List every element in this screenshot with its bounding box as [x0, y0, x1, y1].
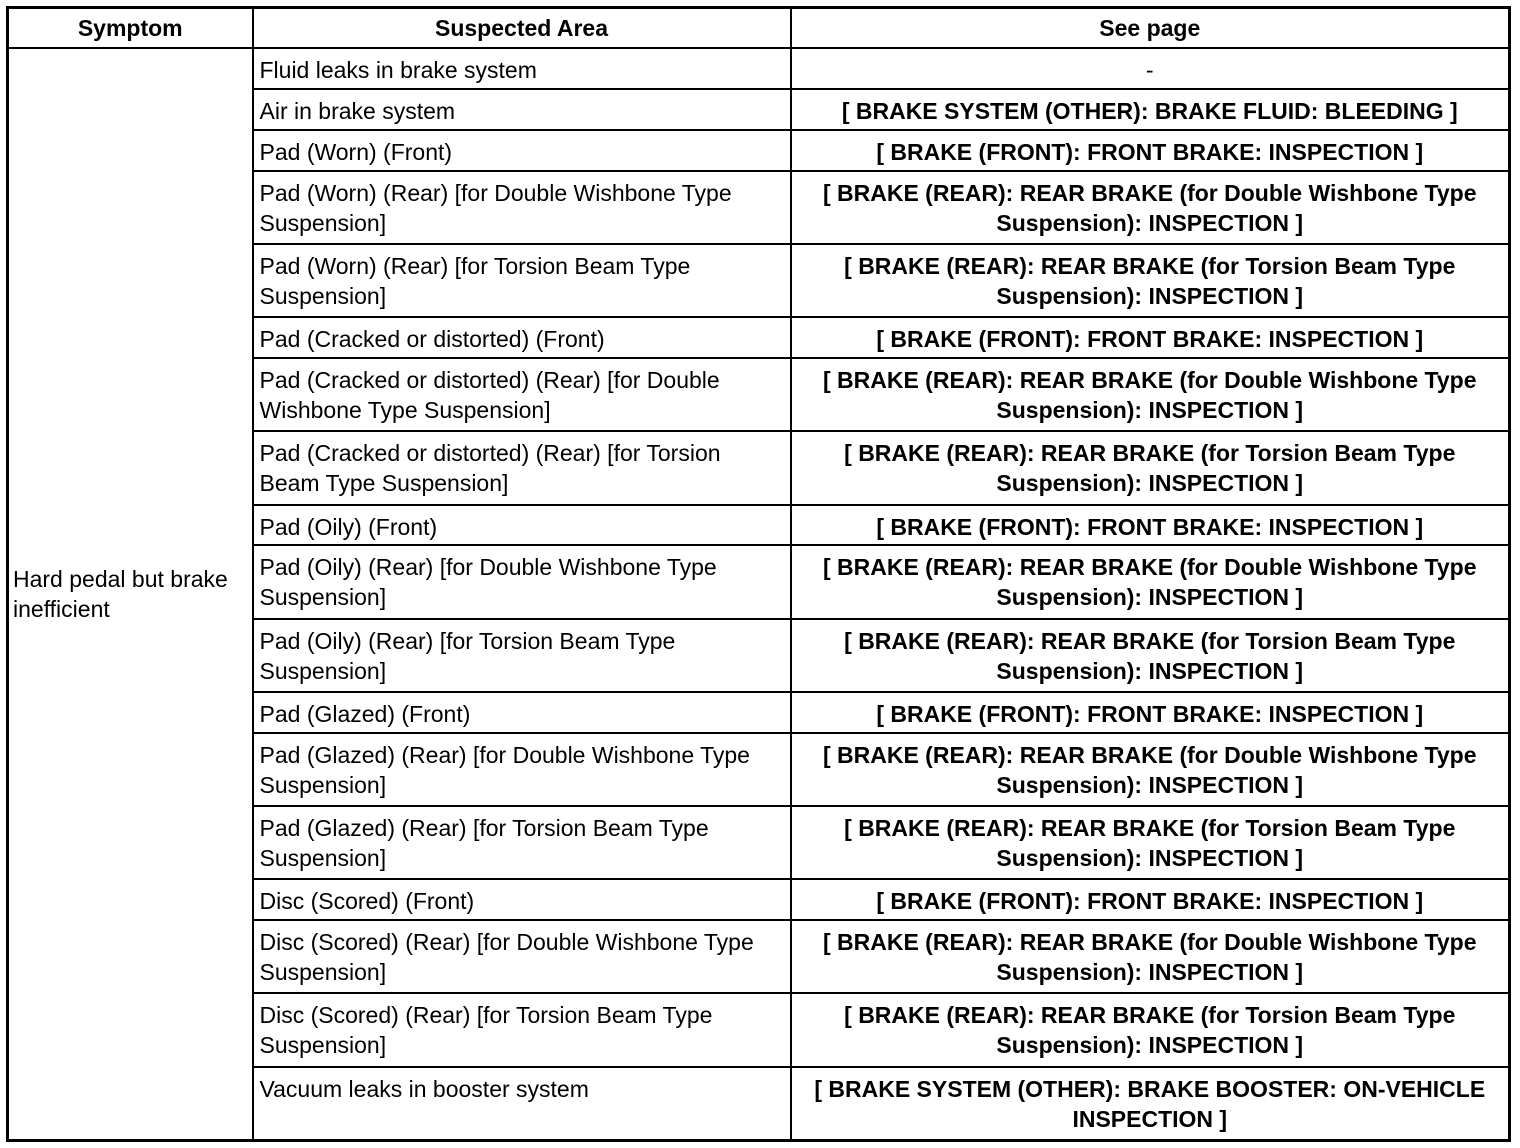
troubleshooting-table [6, 6, 1511, 1142]
suspected-area-cell: Pad (Worn) (Rear) [for Torsion Beam Type Suspension] [253, 244, 791, 317]
suspected-area-cell: Pad (Oily) (Front) [253, 505, 791, 546]
see-page-link[interactable]: [ BRAKE (FRONT): FRONT BRAKE: INSPECTION ] [791, 130, 1510, 171]
suspected-area-cell: Pad (Cracked or distorted) (Rear) [for Torsion Beam Type Suspension] [253, 431, 791, 504]
see-page-link[interactable]: [ BRAKE (FRONT): FRONT BRAKE: INSPECTION ] [791, 505, 1510, 546]
suspected-area-cell: Pad (Glazed) (Front) [253, 692, 791, 733]
see-page-link[interactable]: [ BRAKE (REAR): REAR BRAKE (for Double Wishbone Type Suspension): INSPECTION ] [791, 920, 1510, 993]
suspected-area-cell: Pad (Oily) (Rear) [for Double Wishbone Type Suspension] [253, 545, 791, 618]
suspected-area-cell: Pad (Glazed) (Rear) [for Double Wishbone Type Suspension] [253, 733, 791, 806]
see-page-link[interactable]: [ BRAKE (REAR): REAR BRAKE (for Torsion Beam Type Suspension): INSPECTION ] [791, 806, 1510, 879]
header-row [8, 8, 1510, 49]
header-see-page: See page [791, 8, 1510, 49]
see-page-link[interactable]: [ BRAKE (REAR): REAR BRAKE (for Torsion Beam Type Suspension): INSPECTION ] [791, 619, 1510, 692]
suspected-area-cell: Disc (Scored) (Rear) [for Double Wishbone Type Suspension] [253, 920, 791, 993]
suspected-area-cell: Pad (Cracked or distorted) (Rear) [for Double Wishbone Type Suspension] [253, 358, 791, 431]
see-page-link[interactable]: [ BRAKE (REAR): REAR BRAKE (for Torsion Beam Type Suspension): INSPECTION ] [791, 244, 1510, 317]
see-page-link[interactable]: [ BRAKE (REAR): REAR BRAKE (for Double Wishbone Type Suspension): INSPECTION ] [791, 358, 1510, 431]
suspected-area-cell: Vacuum leaks in booster system [253, 1067, 791, 1141]
see-page-link[interactable]: [ BRAKE (REAR): REAR BRAKE (for Double Wishbone Type Suspension): INSPECTION ] [791, 171, 1510, 244]
suspected-area-cell: Disc (Scored) (Rear) [for Torsion Beam Type Suspension] [253, 993, 791, 1066]
see-page-link[interactable]: [ BRAKE (FRONT): FRONT BRAKE: INSPECTION ] [791, 879, 1510, 920]
suspected-area-cell: Pad (Cracked or distorted) (Front) [253, 317, 791, 358]
see-page-link[interactable]: [ BRAKE SYSTEM (OTHER): BRAKE FLUID: BLEEDING ] [791, 89, 1510, 130]
header-suspected-area: Suspected Area [253, 8, 791, 49]
see-page-link[interactable]: [ BRAKE (REAR): REAR BRAKE (for Double Wishbone Type Suspension): INSPECTION ] [791, 545, 1510, 618]
suspected-area-cell: Fluid leaks in brake system [253, 48, 791, 89]
suspected-area-cell: Pad (Worn) (Front) [253, 130, 791, 171]
see-page-link[interactable]: [ BRAKE (FRONT): FRONT BRAKE: INSPECTION ] [791, 317, 1510, 358]
see-page-link[interactable]: [ BRAKE SYSTEM (OTHER): BRAKE BOOSTER: ON-VEHICLE INSPECTION ] [791, 1067, 1510, 1141]
see-page-link[interactable]: [ BRAKE (REAR): REAR BRAKE (for Torsion Beam Type Suspension): INSPECTION ] [791, 993, 1510, 1066]
header-symptom: Symptom [8, 8, 253, 49]
see-page-link[interactable]: [ BRAKE (REAR): REAR BRAKE (for Double Wishbone Type Suspension): INSPECTION ] [791, 733, 1510, 806]
symptom-cell: Hard pedal but brake inefficient [8, 48, 253, 1141]
table-row [8, 48, 1510, 89]
suspected-area-cell: Pad (Worn) (Rear) [for Double Wishbone Type Suspension] [253, 171, 791, 244]
see-page-link[interactable]: [ BRAKE (REAR): REAR BRAKE (for Torsion Beam Type Suspension): INSPECTION ] [791, 431, 1510, 504]
suspected-area-cell: Pad (Glazed) (Rear) [for Torsion Beam Type Suspension] [253, 806, 791, 879]
see-page-cell: - [791, 48, 1510, 89]
see-page-link[interactable]: [ BRAKE (FRONT): FRONT BRAKE: INSPECTION ] [791, 692, 1510, 733]
suspected-area-cell: Air in brake system [253, 89, 791, 130]
suspected-area-cell: Pad (Oily) (Rear) [for Torsion Beam Type Suspension] [253, 619, 791, 692]
suspected-area-cell: Disc (Scored) (Front) [253, 879, 791, 920]
